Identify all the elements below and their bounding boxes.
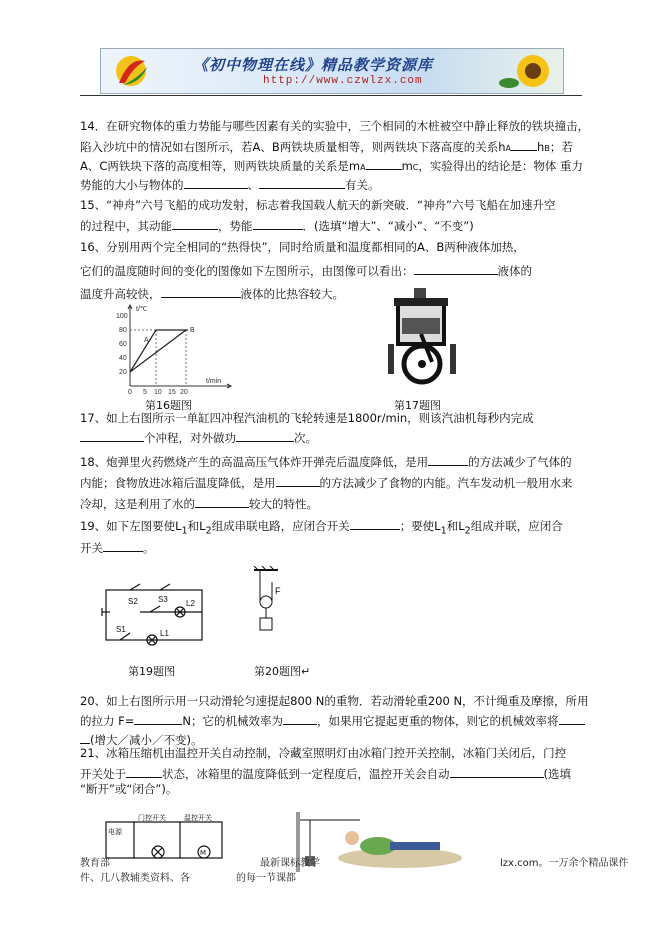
graph-ytick: 60 — [119, 341, 127, 348]
header-divider — [80, 95, 582, 96]
door-switch-label: 门控开关 — [138, 814, 166, 822]
temp-switch-label: 温控开关 — [184, 814, 212, 822]
sunflower-icon — [499, 51, 559, 91]
switch-s2-label: S2 — [128, 597, 138, 606]
q20-line2: 的拉力 F= N；它的机械效率为 ，如果用它提起更重的物体，则它的机械效率将 — [80, 713, 585, 729]
motor-label: M — [200, 849, 207, 857]
q18-line1: 18、炮弹里火药燃烧产生的高温高压气体炸开弹壳后温度降低，是用 的方法减少了气体的 — [80, 455, 572, 469]
graph-ylabel: t/℃ — [136, 306, 148, 313]
temperature-time-graph — [110, 302, 240, 394]
q18-line2: 内能；食物放进冰箱后温度降低，是用 的方法减少了食物的内能。汽车发动机一般用水来 — [80, 476, 573, 490]
fridge-circuit-diagram — [100, 812, 230, 860]
site-logo — [111, 53, 151, 89]
graph-xtick: 20 — [180, 389, 188, 394]
series-b-line — [130, 330, 186, 372]
graph-ytick: 100 — [116, 313, 128, 320]
q15-line2: 的过程中，其动能 ，势能 ．(选填“增大”、“减小”、“不变”) — [80, 219, 474, 233]
q20-line1: 20、如上右图所示用一只动滑轮匀速提起800 N的重物．若动滑轮重200 N，不计绳重及摩擦，所用 — [80, 694, 589, 708]
q20-line3: (增大／减小／不变)。 — [80, 732, 202, 748]
header-banner — [100, 48, 564, 94]
circuit-diagram-19 — [100, 580, 210, 648]
lamp-l1-label: L1 — [160, 629, 169, 638]
page-footer: 教育部 最新课标教学 lzx.com。一万余个精品课件 件、几八教辅类资料、各 的每一节课都 — [80, 858, 629, 884]
graph-ytick: 40 — [119, 355, 127, 362]
q17-line2: 个冲程，对外做功 次。 — [80, 430, 317, 446]
graph-xtick: 15 — [168, 389, 176, 394]
q21-line2: 开关处于 状态，冰箱里的温度降低到一定程度后，温控开关会自动 (选填 — [80, 767, 571, 781]
lamp-l2-label: L2 — [186, 599, 195, 608]
graph-xtick: 10 — [154, 389, 162, 394]
q21-line1: 21、冰箱压缩机由温控开关自动控制，冷藏室照明灯由冰箱门控开关控制，冰箱门关闭后，门控 — [80, 746, 567, 760]
q16-line3: 温度升高较快， 液体的比热容较大。 — [80, 287, 344, 301]
power-label: 电源 — [108, 828, 122, 836]
q14-line4: 势能的大小与物体的 、 有关。 — [80, 178, 380, 192]
q14-line3: A、C两铁块下落的高度相等，则两铁块质量的关系是mA mC，实验得出的结论是：物体 重力 — [80, 159, 584, 173]
q16-line1: 16、分别用两个完全相同的“热得快”，同时给质量和温度都相同的A、B两种液体加热， — [80, 240, 525, 254]
fig16-caption: 第16题图 — [145, 399, 192, 412]
fig17-caption: 第17题图 — [394, 399, 441, 412]
graph-ytick: 20 — [119, 369, 127, 376]
graph-xtick: 0 — [128, 389, 132, 394]
q19-line1: 19、如下左图要使$L_1$和$L_2$组成串联电路，应闭合开关 ；要使$L_1$和$L_2$组成并联，应闭合 — [80, 519, 563, 537]
graph-xlabel: t/min — [206, 378, 222, 385]
q21-line3: “断开”或“闭合”)。 — [80, 782, 178, 796]
q14-line2: 陷入沙坑中的情况如右图所示，若A、B两铁块质量相等，则两铁块下落高度的关系hA hB；若 — [80, 140, 573, 154]
switch-s1-label: S1 — [116, 625, 126, 634]
site-title: 《初中物理在线》精品教学资源库 — [193, 56, 434, 74]
graph-ytick: 80 — [119, 327, 127, 334]
q17-line1: 17、如上右图所示一单缸四冲程汽油机的飞轮转速是1800r/min，则该汽油机每秒内完成 — [80, 411, 534, 425]
series-a-label: A — [144, 337, 149, 344]
fig20-caption: 第20题图↵ — [254, 665, 311, 678]
q15-line1: 15、“神舟”六号飞船的成功发射，标志着我国载人航天的新突破．“神舟”六号飞船在加速升空 — [80, 198, 556, 212]
pulley-diagram-20 — [248, 566, 292, 640]
engine-cylinder-diagram — [380, 286, 466, 386]
switch-s3-label: S3 — [158, 595, 168, 604]
series-b-label: B — [190, 327, 195, 334]
q16-line2: 它们的温度随时间的变化的图像如下左图所示，由图像可以看出： 液体的 — [80, 264, 532, 278]
q18-line3: 冷却，这是利用了水的 较大的特性。 — [80, 497, 318, 511]
site-url[interactable]: http://www.czwlzx.com — [263, 75, 423, 87]
q19-line2: 开关 。 — [80, 541, 155, 555]
force-label: F — [275, 586, 281, 596]
q14-line1: 14．在研究物体的重力势能与哪些因素有关的实验中，三个相同的木桩被空中静止释放的铁块撞击， — [80, 119, 590, 133]
fig19-caption: 第19题图 — [128, 665, 175, 678]
graph-xtick: 5 — [143, 389, 147, 394]
